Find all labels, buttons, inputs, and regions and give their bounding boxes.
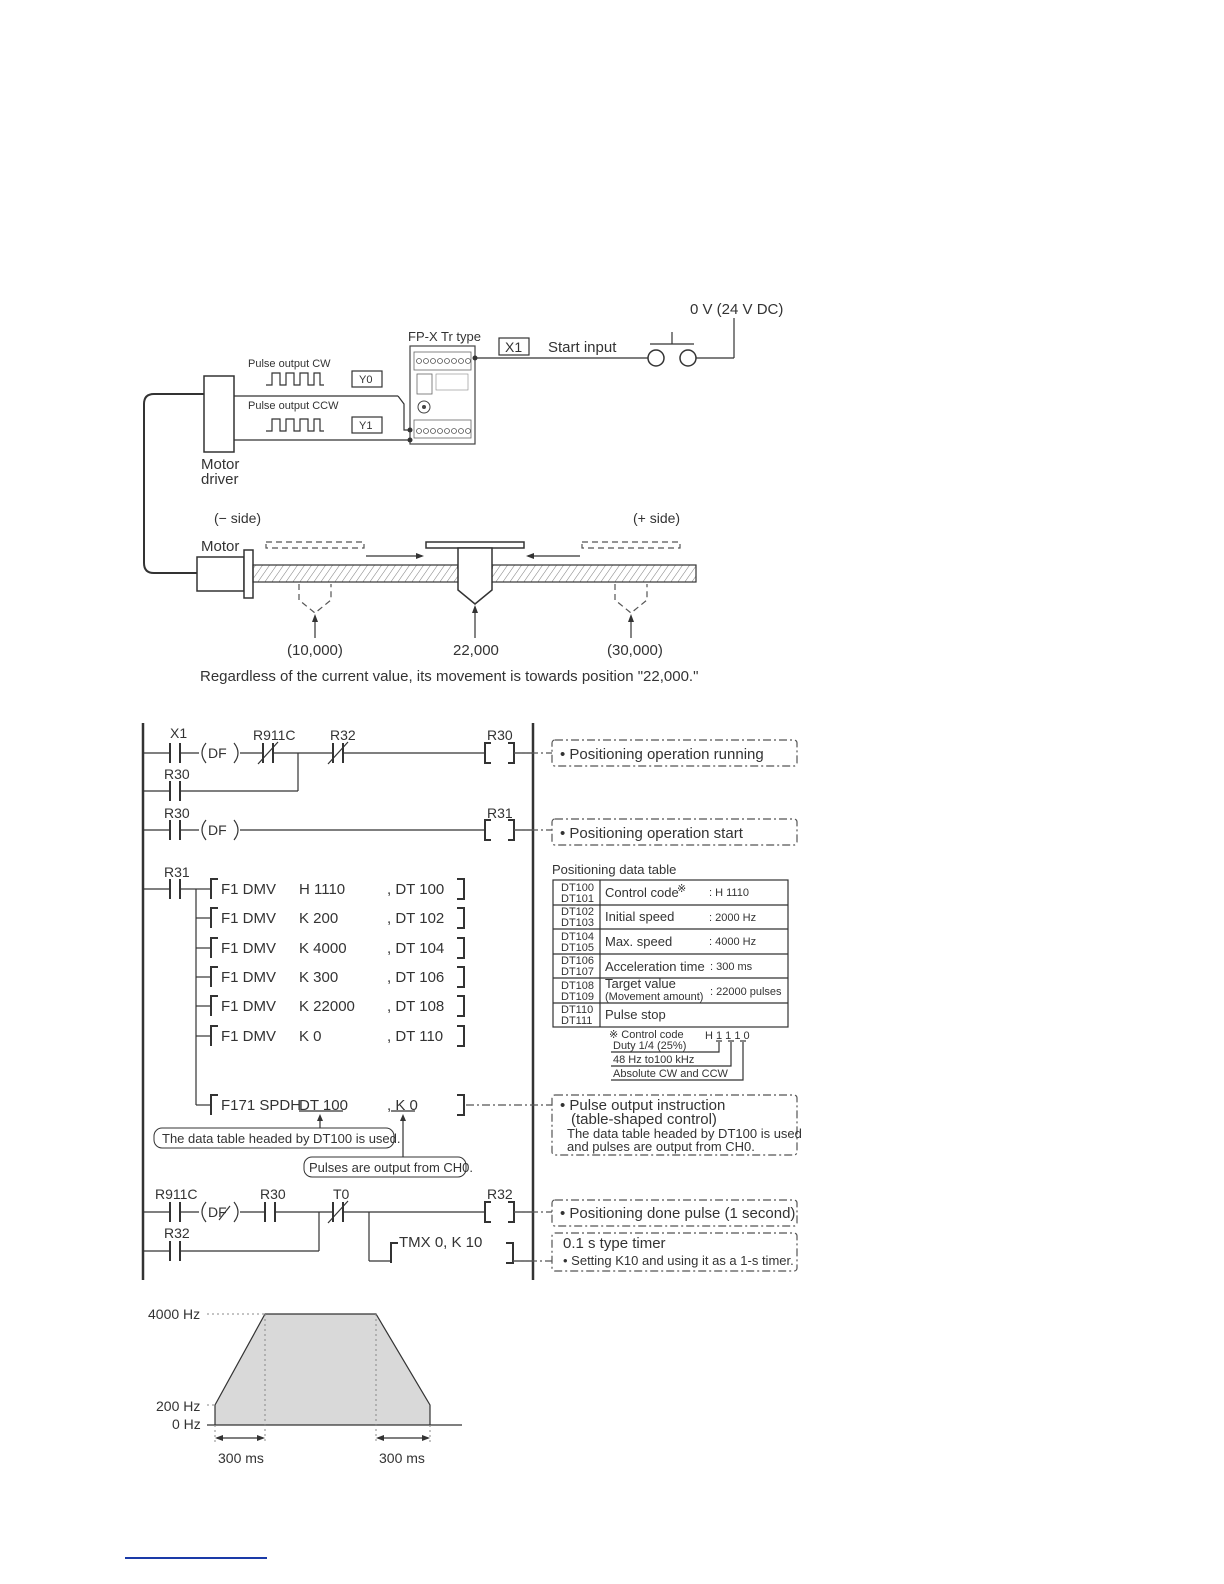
instruction-row [221, 1028, 443, 1045]
note-timer-2: • Setting K10 and using it as a 1-s timer. [563, 1253, 794, 1268]
instruction-row [221, 881, 444, 898]
instruction-row [221, 998, 444, 1015]
param-name: Acceleration time [605, 959, 705, 974]
plc-unit [410, 346, 475, 444]
dt-address: DT106 [561, 955, 595, 967]
instr-arg: K 22000 [299, 998, 355, 1015]
instr-arg: K 4000 [299, 940, 347, 957]
x1-box-label: X1 [505, 339, 523, 355]
contact-r30-hold: R30 [164, 766, 190, 782]
profile-t-acc: 300 ms [218, 1450, 264, 1466]
instr-arg: K 0 [299, 1028, 322, 1045]
param-mark: ※ [677, 883, 687, 895]
dt-address: DT105 [561, 942, 595, 954]
dt-address: DT102 [561, 906, 595, 918]
note-start: • Positioning operation start [560, 825, 743, 842]
param-name: Max. speed [605, 934, 673, 949]
dt-address: DT107 [561, 966, 595, 978]
note-done: • Positioning done pulse (1 second) [560, 1205, 796, 1222]
param-name: Control code [605, 885, 679, 900]
cc-note: Duty 1/4 (25%) [613, 1040, 687, 1052]
pulse-cw-waveform [266, 373, 324, 385]
positioning-data-table [552, 862, 788, 1080]
rung-2 [143, 820, 533, 840]
contact-x1: X1 [170, 725, 188, 741]
coil-r32: R32 [487, 1186, 513, 1202]
callout-ch: Pulses are output from CH0. [309, 1160, 474, 1175]
param-name: Pulse stop [605, 1007, 666, 1022]
contact-r32-hold: R32 [164, 1225, 190, 1241]
instr-dst: , DT 106 [387, 969, 445, 986]
param-name: Initial speed [605, 909, 675, 924]
profile-t-dec: 300 ms [379, 1450, 425, 1466]
contact-r31: R31 [164, 864, 190, 880]
spdh-op: F171 SPDH [221, 1097, 302, 1114]
motor-driver-label-1: Motor [201, 456, 240, 473]
instruction-row [221, 940, 444, 957]
note-pulse-4: and pulses are output from CH0. [567, 1139, 755, 1154]
param-value: : 2000 Hz [709, 912, 757, 924]
dt-address: DT101 [561, 893, 595, 905]
profile-y-zero: 0 Hz [172, 1416, 201, 1432]
y0-box-label: Y0 [359, 374, 373, 386]
y1-box-label: Y1 [359, 420, 373, 432]
tmx-instruction: TMX 0, K 10 [399, 1234, 483, 1251]
instr-op: F1 DMV [221, 910, 277, 927]
motor-driver-label-2: driver [201, 471, 239, 488]
wiring-diagram [144, 301, 783, 685]
note-pulse-1: • Pulse output instruction [560, 1097, 726, 1114]
instr-dst: , DT 110 [387, 1028, 444, 1045]
cc-note: 48 Hz to100 kHz [613, 1054, 695, 1066]
rung-4 [143, 1201, 533, 1263]
position-10000-label: (10,000) [287, 642, 343, 659]
note-pulse-2: (table-shaped control) [571, 1111, 717, 1128]
instr-op: F1 DMV [221, 1028, 277, 1045]
cc-value: H 1 1 1 0 [705, 1030, 750, 1042]
contact-r32: R32 [330, 727, 356, 743]
instr-arg: K 300 [299, 969, 339, 986]
param-value: : 300 ms [710, 961, 753, 973]
pulse-ccw-label: Pulse output CCW [248, 400, 339, 412]
dt-address: DT110 [561, 1004, 594, 1016]
note-running: • Positioning operation running [560, 746, 764, 763]
instr-arg: K 200 [299, 910, 339, 927]
pulse-cw-label: Pulse output CW [248, 358, 331, 370]
control-code-breakdown [609, 1029, 750, 1080]
speed-profile [148, 1306, 462, 1466]
pulse-ccw-waveform [266, 419, 324, 431]
instr-arg: H 1110 [299, 881, 346, 898]
contact-r30-c: R30 [260, 1186, 286, 1202]
dt-address: DT104 [561, 931, 595, 943]
dt-address: DT108 [561, 980, 595, 992]
start-input-label: Start input [548, 339, 617, 356]
param-value: : 4000 Hz [709, 936, 757, 948]
motor-label: Motor [201, 538, 240, 555]
profile-y-max: 4000 Hz [148, 1306, 201, 1322]
dt-address: DT100 [561, 882, 595, 894]
push-button-icon [648, 332, 696, 366]
instr-op: F1 DMV [221, 940, 277, 957]
instr-dst: , DT 108 [387, 998, 445, 1015]
position-30000-label: (30,000) [607, 642, 663, 659]
instruction-row [221, 969, 444, 986]
cc-note: Absolute CW and CCW [613, 1068, 728, 1080]
coil-r30: R30 [487, 727, 513, 743]
plus-side-label: (+ side) [633, 510, 681, 526]
supply-label: 0 V (24 V DC) [690, 301, 784, 318]
coil-r31: R31 [487, 805, 513, 821]
instr-dst: , DT 102 [387, 910, 445, 927]
wiring-caption: Regardless of the current value, its movement is towards position "22,000." [200, 668, 699, 685]
note-pulse-3: The data table headed by DT100 is used [567, 1126, 802, 1141]
param-name: Target value [605, 976, 676, 991]
position-22000-label: 22,000 [453, 642, 499, 659]
plc-label: FP-X Tr type [408, 329, 481, 344]
minus-side-label: (− side) [214, 510, 262, 526]
instr-dst: , DT 104 [387, 940, 445, 957]
contact-r911c-b: R911C [155, 1186, 198, 1202]
instr-op: F1 DMV [221, 969, 277, 986]
profile-y-init: 200 Hz [156, 1398, 201, 1414]
instr-op: F1 DMV [221, 998, 277, 1015]
table-title: Positioning data table [552, 862, 677, 877]
contact-r30-b: R30 [164, 805, 190, 821]
motor-body [197, 557, 244, 591]
callout-table: The data table headed by DT100 is used. [162, 1131, 401, 1146]
dt-address: DT103 [561, 917, 595, 929]
spdh-dst: , K 0 [387, 1097, 418, 1114]
motor-driver-box [204, 376, 234, 452]
dt-address: DT111 [561, 1015, 593, 1027]
rung-3 [143, 879, 464, 1046]
dt-address: DT109 [561, 991, 595, 1003]
note-timer-1: 0.1 s type timer [563, 1235, 666, 1252]
cc-title: ※ Control code [609, 1029, 684, 1041]
instr-op: F1 DMV [221, 881, 277, 898]
spdh-arg: DT 100 [299, 1097, 348, 1114]
instruction-row [221, 910, 444, 927]
df-1: DF [208, 745, 227, 761]
rung-1 [143, 742, 533, 801]
footnote-rule [125, 1557, 267, 1559]
param-value: : H 1110 [709, 887, 749, 899]
contact-r911c: R911C [253, 727, 296, 743]
df-3: DF [208, 1204, 227, 1220]
param-value: : 22000 pulses [710, 986, 782, 998]
df-2: DF [208, 822, 227, 838]
param-name-sub: (Movement amount) [605, 991, 704, 1003]
profile-fill [215, 1314, 430, 1425]
contact-t0: T0 [333, 1186, 350, 1202]
instr-dst: , DT 100 [387, 881, 445, 898]
